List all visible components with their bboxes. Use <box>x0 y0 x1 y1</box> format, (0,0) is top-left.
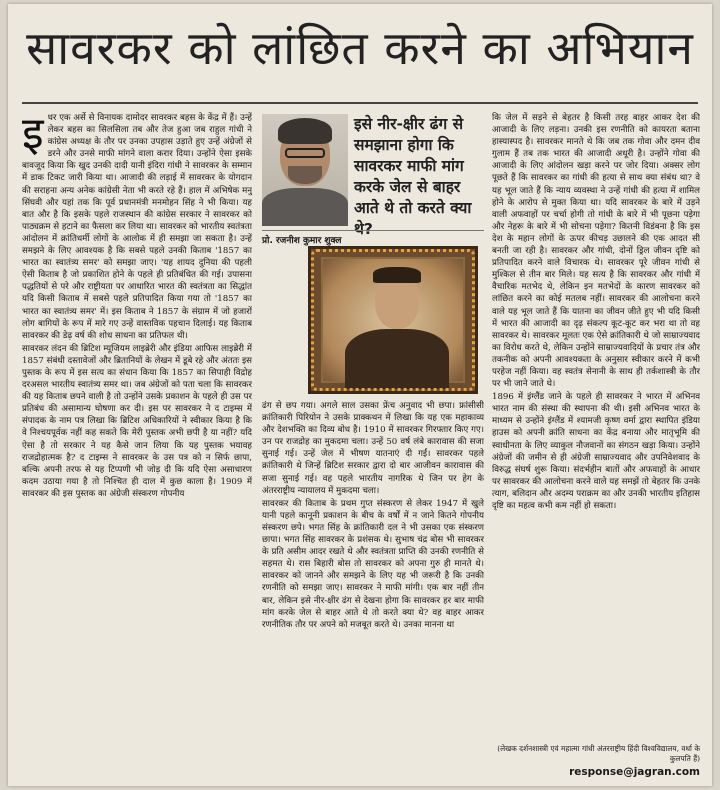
author-credit: (लेखक दर्शनशास्त्री एवं महात्मा गांधी अंतरराष्ट्रीय हिंदी विश्वविद्यालय, वर्धा के कुलपति हैं) <box>497 744 700 763</box>
paragraph: कि जेल में सड़ने से बेहतर है किसी तरह बाहर आकर देश की आजादी के लिए लड़ना। उनकी इस रणनीति को कायरता बताना हास्यास्पद है। सावरकर मानते थे कि जब तक गोवा और दमन दीव गुलाम हैं तब तक भारत की आजादी अधूरी है। उन्होंने गोवा की आजादी के लिए आंदोलन खड़ा करने पर जोर दिया। अक्सर लोग पूछते हैं कि सावरकर का गांधी की हत्या से साथ क्या संबंध था? वे यह भूल जाते हैं कि न्याय व्यवस्था ने उन्हें गांधी की हत्या में शामिल होने के आरोप से मुक्त किया था। यदि सावरकर के बारे में उड़ने वाली अफवाहों पर चर्चा होगी तो गांधी के बारे में भी पूछना पड़ेगा और नेहरू के बारे में भी सोचना पड़ेगा? कितनी विडंबना है कि इस देश के महान लोगों के ऊपर कीचड़ उछालने की एक आदत सी बनती जा रही है। सावरकर और गांधी, दोनों ड्रिल जीवन दृष्टि को प्रतिपादित करने वाले विचारक थे। सावरकर पूरे जीवन गांधी से मुश्किल से तीन बार मिले। यह सत्य है कि सावरकर और गांधी में वैचारिक मतभेद थे, लेकिन इन मतभेदों के कारण सावरकर को लांछित करने का कोई मतलब नहीं। सावरकर की आलोचना करने वाले यह भूल जाते हैं कि यातना का जीवन जीते हुए भी यदि किसी में भारत की आजादी का दृढ़ संकल्प कूट-कूट कर भरा था तो वह सावरकर थे। सावरकर मूलतः एक ऐसे क्रांतिकारी थे जो साम्राज्यवाद का विरोध करते थे, लेकिन उन्होंने साम्राज्यवादियों के प्रचार तंत्र और तकनीक को अपनी आवश्यकता के अनुसार स्वीकार करने में कभी परहेज नहीं किया। वह स्वतंत्र सेनानी के साथ ही तर्कशास्त्री के तौर पर भी जाने जाते थे। <box>492 113 700 390</box>
author-photo <box>262 114 348 226</box>
paragraph: सावरकर लंदन की ब्रिटिश म्यूजियम लाइब्रेरी और इंडिया आफिस लाइब्रेरी में 1857 संबंधी दस्तावेजों और ब्रितानियों के लेखन में डूबे रहे और अंततः इस पुस्तक के रूप में इस सत्य का संधान किया कि 1857 का सिपाही विद्रोह दरअसल भारतीय स्वातंत्र्य समर था। जब अंग्रेजों को पता चला कि सावरकर की यह किताब छपने वाली है तो उन्होंने उसके प्रकाशन के पहले ही उस पर प्रतिबंध की असामान्य घोषणा कर दी। इस पर सावरकर ने द टाइम्स में संपादक के नाम पत्र लिखा कि ब्रिटिश अधिकारियों ने स्वीकार किया है कि वे निश्चयपूर्वक नहीं कह सकते कि मेरी पुस्तक अभी छपी है या नहीं? यदि ऐसा है तो सरकार ने यह कैसे जान लिया कि यह पुस्तक भयावह राजद्रोहात्मक है? द टाइम्स ने सावरकर के उस पत्र को न सिर्फ छापा, बल्कि अपनी तरफ से यह टिप्पणी भी जोड़ दी कि यदि ऐसा असाधारण कदम उठाया गया है तो निश्चित ही दाल में कुछ काला है। 1909 में सावरकर की इस पुस्तक का अंग्रेजी संस्करण गोपनीय <box>22 343 252 499</box>
author-byline: प्रो. रजनीश कुमार शुक्ल <box>262 230 484 246</box>
dropcap: इ <box>22 112 44 159</box>
article-column-2 <box>262 400 484 780</box>
paragraph: 1896 में इंग्लैंड जाने के पहले ही सावरकर ने भारत में अभिनव भारत नाम की संस्था की स्थापना की थी। इसी अभिनव भारत के माध्यम से उन्होंने इंग्लैंड में श्यामजी कृष्ण वर्मा द्वारा स्थापित इंडिया हाउस को अपनी क्रांति साधना का केंद्र बनाया और मातृभूमि की स्वाधीनता के लिए व्याकुल नौजवानों का संगठन खड़ा किया। उन्होंने अंग्रेजों की जमीन से ही अंग्रेजी साम्राज्यवाद और उपनिवेशवाद के विरुद्ध संघर्ष शुरू किया। संदर्भहीन बातों और अफवाहों के आधार पर सावरकर की आलोचना करने वाले यह समझें तो बेहतर कि उनके त्याग, बलिदान और अदम्य पराक्रम का और उनकी भारतीय इतिहास दृष्टि का महत्व कभी कम नहीं हो सकता। <box>492 392 700 511</box>
paragraph: ढंग से छप गया। अगले साल उसका फ्रेंच अनुवाद भी छपा। फ्रांसीसी क्रांतिकारी पिरियोन ने उसके प्राक्कथन में लिखा कि यह एक महाकाव्य और देशभक्ति का दिव्य बोध है। 1910 में सावरकर गिरफ्तार किए गए। उन पर राजद्रोह का मुकदमा चला। उन्हें 50 वर्ष लंबे कारावास की सजा सुनाई गई। उन्हें जेल में भीषण यातनाएं दी गईं। सावरकर पहले क्रांतिकारी थे जिन्हें ब्रिटिश सरकार द्वारा दो बार आजीवन कारावास की सजा सुनाई गई। वह पहले भारतीय नागरिक थे जिन पर हेग के अंतरराष्ट्रीय न्यायालय में मुकदमा चला। <box>262 401 484 496</box>
response-email: response@jagran.com <box>569 766 700 778</box>
pull-quote: इसे नीर-क्षीर ढंग से समझाना होगा कि सावरकर माफी मांग करके जेल से बाहर आते थे तो करते क्या थे? <box>354 115 472 238</box>
savarkar-portrait <box>308 246 478 394</box>
headline: सावरकर को लांछित करने का अभियान <box>26 21 694 75</box>
garland-decoration <box>311 249 475 391</box>
article-column-1 <box>22 112 252 780</box>
paragraph: इधर एक अर्से से विनायक दामोदर सावरकर बहस के केंद्र में हैं। उन्हें लेकर बहस का सिलसिला तब और तेज हुआ जब राहुल गांधी ने कांग्रेस अध्यक्ष के तौर पर उनका उपहास उड़ाते हुए उन्हें अंग्रेजों से डरने और उनसे माफी मांगने वाला करार दिया। उन्होंने ऐसा इसके बावजूद किया कि खुद उनकी दादी यानी इंदिरा गांधी ने सावरकर के सम्मान में डाक टिकट जारी किया था। आजादी की लड़ाई में सावरकर के योगदान की सराहना अन्य अनेक कांग्रेसी नेता भी करते रहे हैं। हाल में अभिषेक मनु सिंघवी और यहां तक कि पूर्व प्रधानमंत्री मनमोहन सिंह ने भी किया। यह बात और है कि इसके पहले राजस्थान की कांग्रेस सरकार ने सावरकर को पाठ्यक्रम से हटाने का फैसला कर लिया था। सावरकर को भारतीय स्वतंत्रता आंदोलन में क्रांतिधर्मी लोगों के आलोक में ही समझा जा सकता है। उन्हें समझने के लिए आवश्यक है कि सबसे पहले उनकी किताब '1857 का भारत का स्वातंत्र्य समर' को समझा जाए। 'यह शायद दुनिया की पहली ऐसी किताब है जो प्रकाशित होने के पहले ही प्रतिबंधित की गई। उपासना पद्धतियों से परे और राष्ट्रीयता पर आधारित भारत की स्वतंत्रता का सिद्धांत यदि किसी किताब में सबसे पहले प्रतिपादित किया गया तो '1857 का भारत का स्वातंत्र्य समर' में। इस किताब ने 1857 के संग्राम में जो हजारों लोग बागियों के रूप में मारे गए उन्हें वास्तविक पहचान दिलाई। यह किताब सावरकर की डेढ़ वर्ष की शोध साधना का प्रतिफल थी। <box>22 112 252 341</box>
newspaper-clipping <box>8 4 712 786</box>
article-column-3 <box>492 112 700 742</box>
headline-rule <box>22 102 698 104</box>
paragraph: सावरकर की किताब के प्रथम गुप्त संस्करण से लेकर 1947 में खुले यानी पहले कानूनी प्रकाशन के बीच के वर्षों में न जाने कितने गोपनीय संस्करण छपे। भगत सिंह के क्रांतिकारी दल ने भी उसका एक संस्करण छापा। भगत सिंह सावरकर के प्रशंसक थे। सुभाष चंद्र बोस भी सावरकर के प्रति असीम आदर रखते थे और स्वतंत्रता प्राप्ति की उनकी रणनीति से सहमत थे। रास बिहारी बोस तो सावरकर को अपना गुरु ही मानते थे। सावरकर को जानने और समझने के लिए यह भी जरूरी है कि उनकी रणनीति को समझा जाए। सावरकर ने माफी मांगी। एक बार नहीं तीन बार, लेकिन इसे नीर-क्षीर ढंग से देखना होगा कि सावरकर हर बार माफी मांग करके जेल से बाहर आते थे तो करते क्या थे? वह बाहर आकर रणनीतिक तौर पर अपने को मजबूत करते थे। उनका मानना था <box>262 498 484 630</box>
